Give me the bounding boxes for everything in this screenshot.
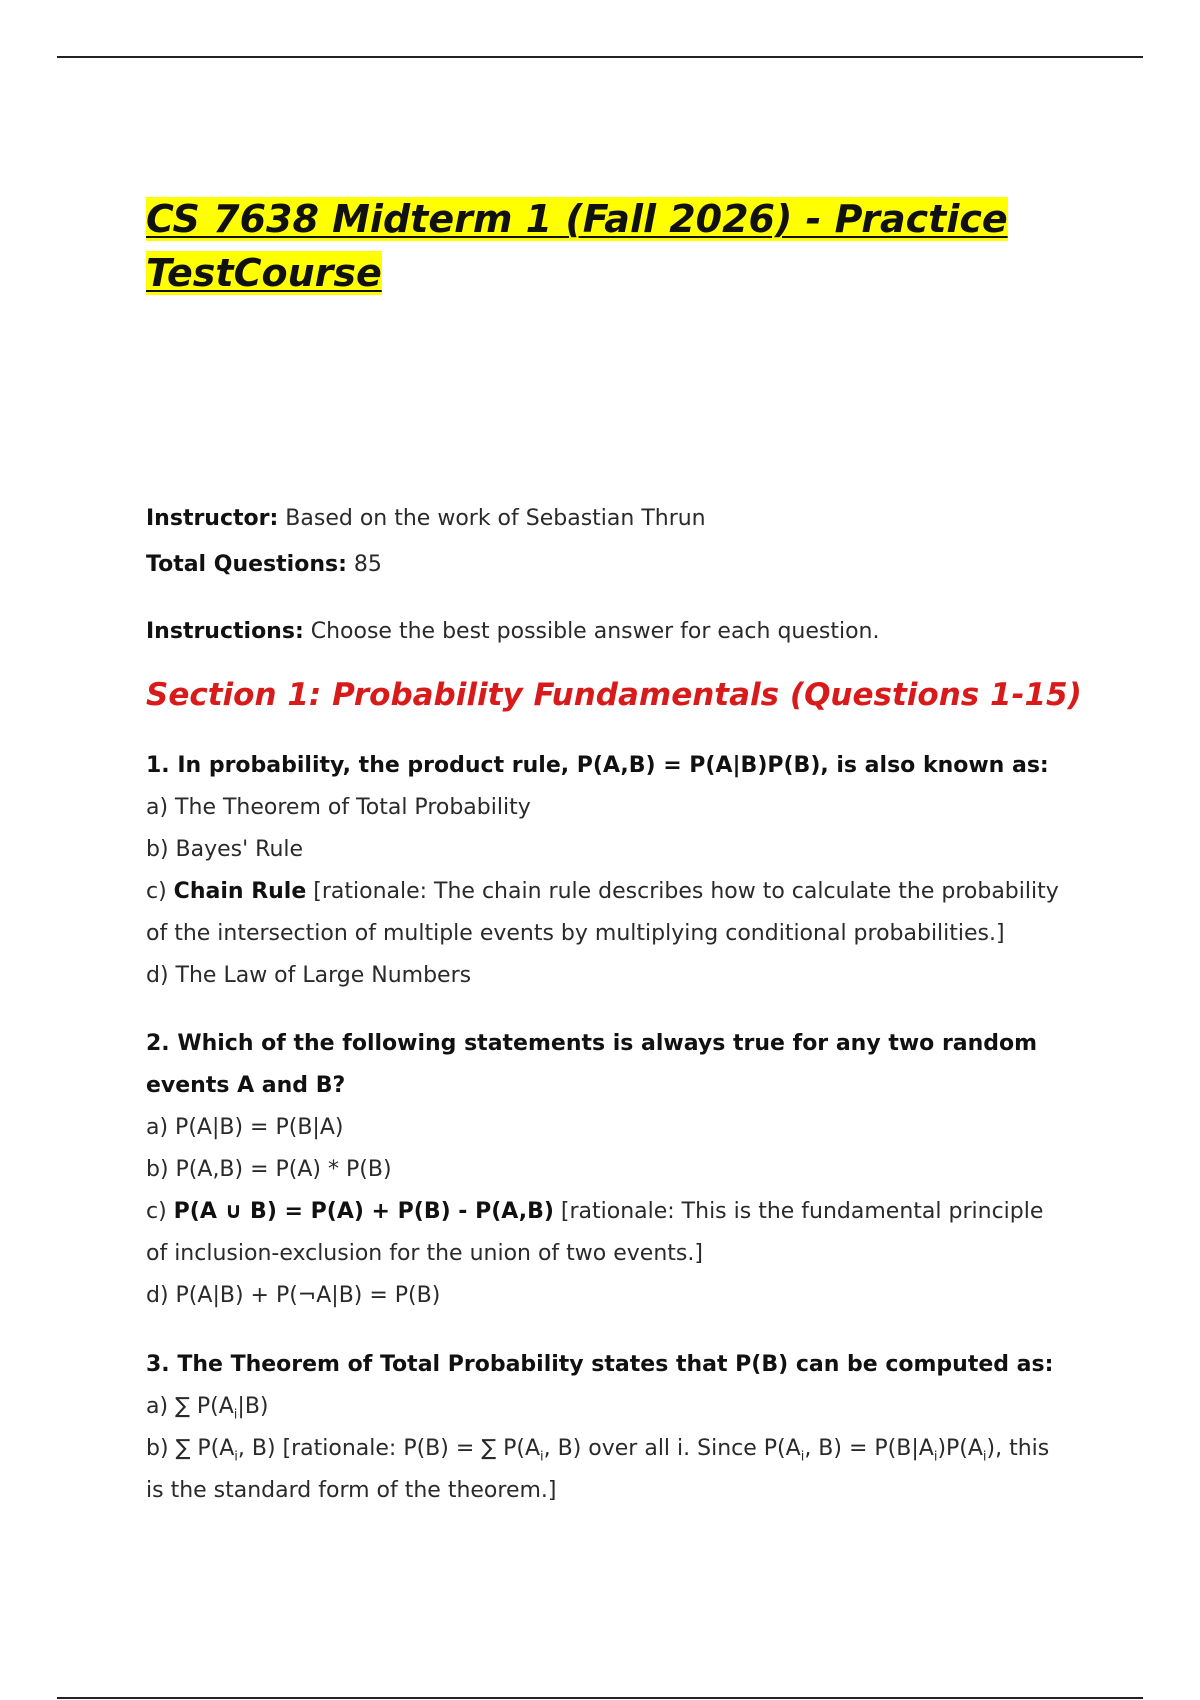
- question-2-correct-answer: P(A ∪ B) = P(A) + P(B) - P(A,B): [173, 1199, 554, 1224]
- instructions-label: Instructions:: [146, 619, 304, 644]
- instructor-value: Based on the work of Sebastian Thrun: [285, 506, 706, 531]
- question-1-option-c: c) Chain Rule [rationale: The chain rule describes how to calculate the probability of the intersection of multiple events by multiplying conditional probabilities.]: [146, 879, 1059, 946]
- question-1-option-a: a) The Theorem of Total Probability: [146, 795, 531, 820]
- question-2-option-b: b) P(A,B) = P(A) * P(B): [146, 1157, 392, 1182]
- question-3-option-a: a) ∑ $P(A_i|B)$: [146, 1394, 269, 1423]
- document-title: CS 7638 Midterm 1 (Fall 2026) - Practice TestCourse: [146, 197, 1008, 295]
- section-1-heading: Section 1: Probability Fundamentals (Questions 1-15): [146, 677, 1082, 713]
- question-1-option-d: d) The Law of Large Numbers: [146, 963, 472, 988]
- question-3-text: 3. The Theorem of Total Probability states that P(B) can be computed as:: [146, 1352, 1054, 1377]
- top-rule: [57, 56, 1143, 58]
- question-2-text: 2. Which of the following statements is always true for any two random events A and B?: [146, 1031, 1038, 1098]
- instructions-value: Choose the best possible answer for each question.: [310, 619, 880, 644]
- question-2-option-c: c) P(A ∪ B) = P(A) + P(B) - P(A,B) [rationale: This is the fundamental principle of inclusion-exclusion for the union of two events.]: [146, 1199, 1044, 1266]
- bottom-rule: [57, 1697, 1143, 1699]
- total-questions-value: 85: [353, 552, 382, 577]
- question-3-option-b: b) ∑ $P(A_i$, B) [rationale: P(B) = ∑ $P(A_i$, B) over all i. Since $P(A_i$, $B) = P(B|A_i)P(A_i)$, this is the standard form of the theorem.]: [146, 1436, 1050, 1503]
- question-1-text: 1. In probability, the product rule, P(A,B) = P(A|B)P(B), is also known as:: [146, 753, 1049, 778]
- question-1-correct-answer: Chain Rule: [173, 879, 307, 904]
- question-3: [146, 1344, 1066, 1512]
- total-questions-line: [146, 550, 382, 580]
- instructor-line: [146, 504, 706, 534]
- question-2: [146, 1023, 1066, 1317]
- question-2-option-a: a) P(A|B) = P(B|A): [146, 1115, 344, 1140]
- instructions-line: [146, 617, 880, 647]
- question-2-option-d: d) P(A|B) + P(¬A|B) = P(B): [146, 1283, 441, 1308]
- question-2-rationale: [rationale: This is the fundamental principle of inclusion-exclusion for the union of two events.]: [146, 1199, 1044, 1266]
- instructor-label: Instructor:: [146, 506, 279, 531]
- total-questions-label: Total Questions:: [146, 552, 347, 577]
- question-1-option-b: b) Bayes' Rule: [146, 837, 304, 862]
- question-1: [146, 745, 1066, 997]
- question-1-rationale: [rationale: The chain rule describes how to calculate the probability of the intersection of multiple events by multiplying conditional probabilities.]: [146, 879, 1059, 946]
